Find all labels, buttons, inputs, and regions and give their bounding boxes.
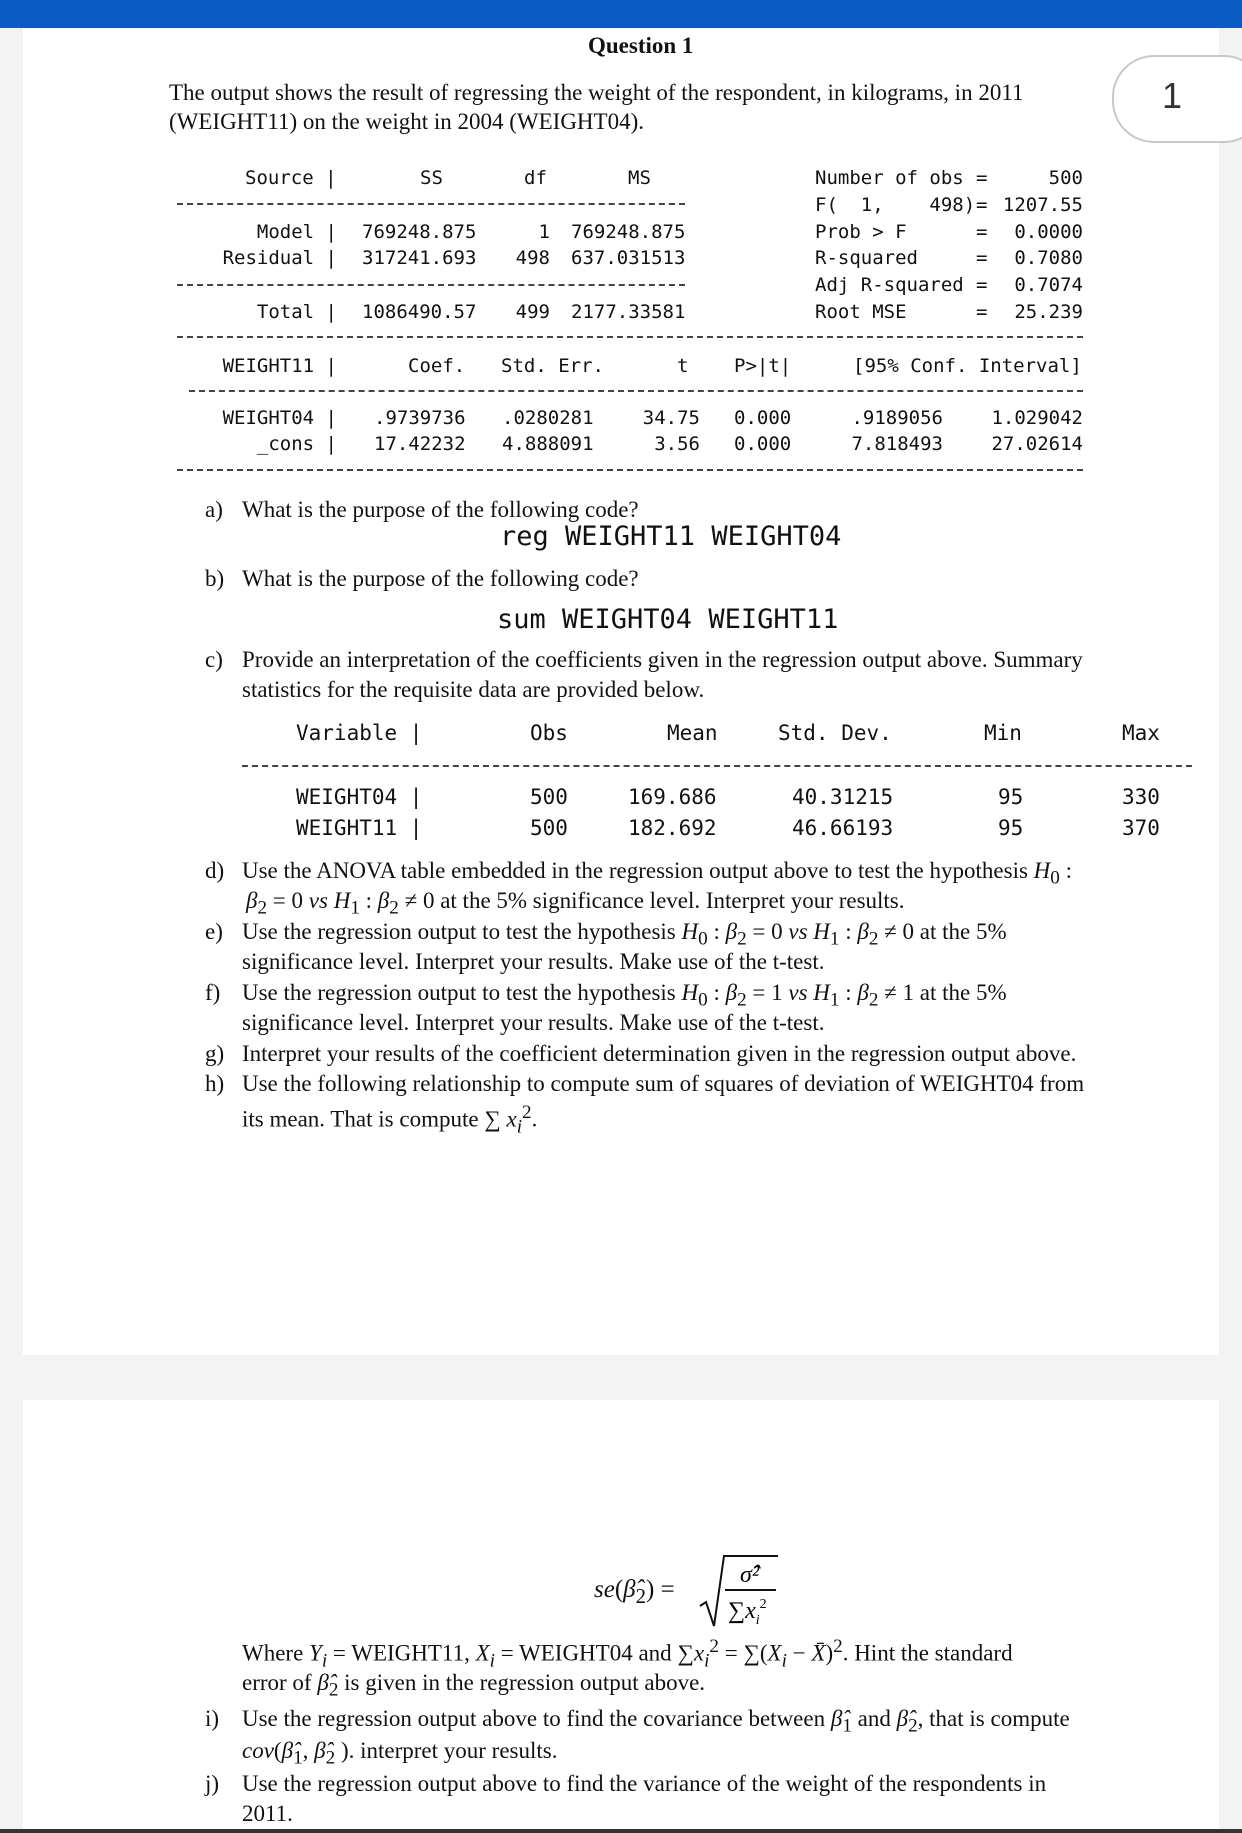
summary-header-obs: Obs bbox=[530, 721, 568, 745]
question-h-line-1: Use the following relationship to compute sum of squares of deviation of WEIGHT04 from bbox=[242, 1071, 1085, 1096]
anova-source: Residual | bbox=[222, 247, 337, 269]
page-title: Question 1 bbox=[588, 33, 694, 58]
anova-ms: 637.031513 bbox=[571, 247, 686, 269]
coef-header-ci: [95% Conf. Interval] bbox=[853, 355, 1082, 377]
anova-header-ss: SS bbox=[420, 167, 443, 189]
summary-obs: 500 bbox=[530, 816, 568, 840]
summary-obs: 500 bbox=[530, 785, 568, 809]
fit-stat-label: Adj R-squared bbox=[815, 274, 964, 296]
anova-df: 499 bbox=[515, 301, 550, 323]
question-label: a) bbox=[205, 497, 223, 522]
fit-stat-eq: = bbox=[976, 301, 988, 323]
summary-min: 95 bbox=[998, 816, 1024, 840]
intro-line-1: The output shows the result of regressing the weight of the respondent, in kilograms, in 2011 bbox=[169, 80, 1024, 105]
page-number: 1 bbox=[1162, 75, 1183, 116]
anova-source: Total | bbox=[256, 301, 337, 323]
top-bar bbox=[0, 0, 1242, 28]
question-b-code: sum WEIGHT04 WEIGHT11 bbox=[497, 604, 839, 635]
fit-stat-value: 500 bbox=[1048, 167, 1083, 189]
coef-p: 0.000 bbox=[734, 407, 792, 429]
anova-divider bbox=[177, 203, 685, 205]
anova-ms: 2177.33581 bbox=[571, 301, 686, 323]
anova-df: 498 bbox=[515, 247, 550, 269]
bottom-bar bbox=[0, 1829, 1242, 1833]
summary-var: WEIGHT04 | bbox=[296, 785, 423, 809]
fit-stat-eq: = bbox=[976, 167, 988, 189]
question-j-line-2: 2011. bbox=[242, 1801, 293, 1826]
fit-stat-eq: = bbox=[976, 221, 988, 243]
intro-line-2: (WEIGHT11) on the weight in 2004 (WEIGHT04). bbox=[169, 109, 644, 134]
summary-header-sd: Std. Dev. bbox=[778, 721, 892, 745]
summary-header-mean: Mean bbox=[667, 721, 718, 745]
coef-value: .9739736 bbox=[374, 407, 466, 429]
anova-header-df: df bbox=[524, 167, 547, 189]
summary-min: 95 bbox=[998, 785, 1024, 809]
question-c-line-2: statistics for the requisite data are provided below. bbox=[242, 677, 705, 702]
question-f-line-1: Use the regression output to test the hypothesis $H_0$ : $\beta_2 = 1$ vs $H_1$ : $\beta_2 \ne 1$ at the 5% bbox=[242, 980, 1007, 1011]
question-a-text: What is the purpose of the following code? bbox=[242, 497, 639, 522]
coef-header-t: t bbox=[677, 355, 689, 377]
question-label: j) bbox=[205, 1771, 220, 1796]
fit-stat-value: 25.239 bbox=[1014, 301, 1083, 323]
summary-var: WEIGHT11 | bbox=[296, 816, 423, 840]
anova-ms: 769248.875 bbox=[571, 221, 686, 243]
svg-text:σ̂²: σ̂² bbox=[740, 1562, 760, 1588]
fit-stat-value: 0.7074 bbox=[1014, 274, 1083, 296]
question-j-line-1: Use the regression output above to find the variance of the weight of the respondents in bbox=[242, 1771, 1047, 1796]
question-i-line-2: $cov(\betâ_1$, $\betâ_2$ ). interpret your results. bbox=[242, 1738, 558, 1769]
question-h-line-2: its mean. That is compute ∑ $x_i^2$. bbox=[242, 1102, 538, 1138]
anova-source: Model | bbox=[256, 221, 337, 243]
fit-stat-eq: = bbox=[976, 247, 988, 269]
question-d-line-2: $\beta_2 = 0$ vs $H_1$ : $\beta_2 \ne 0$ at the 5% significance level. Interpret your results. bbox=[246, 888, 905, 919]
question-label: d) bbox=[205, 858, 225, 883]
coef-t: 34.75 bbox=[642, 407, 700, 429]
question-b-text: What is the purpose of the following code? bbox=[242, 566, 639, 591]
anova-df: 1 bbox=[538, 221, 550, 243]
where-line-2: error of $\betâ_2$ is given in the regression output above. bbox=[242, 1670, 706, 1701]
table-divider bbox=[189, 390, 1083, 392]
coef-se: 4.888091 bbox=[502, 433, 594, 455]
document-page-2 bbox=[23, 1400, 1219, 1833]
summary-sd: 40.31215 bbox=[792, 785, 894, 809]
coef-p: 0.000 bbox=[734, 433, 792, 455]
question-g-text: Interpret your results of the coefficient determination given in the regression output above. bbox=[242, 1041, 1077, 1066]
fit-stat-label: R-squared bbox=[815, 247, 918, 269]
coef-ci-high: 1.029042 bbox=[991, 407, 1083, 429]
summary-header-min: Min bbox=[984, 721, 1022, 745]
fit-stat-value: 1207.55 bbox=[1002, 194, 1083, 216]
coef-value: 17.42232 bbox=[374, 433, 466, 455]
fit-stat-label: Prob > F bbox=[815, 221, 907, 243]
coef-t: 3.56 bbox=[654, 433, 700, 455]
question-label: e) bbox=[205, 919, 223, 944]
coef-header-p: P>|t| bbox=[734, 355, 792, 377]
question-label: c) bbox=[205, 647, 223, 672]
fit-stat-label: F( 1, 498) bbox=[815, 194, 976, 216]
question-f-line-2: significance level. Interpret your results. Make use of the t-test. bbox=[242, 1010, 825, 1035]
coef-header-coef: Coef. bbox=[408, 355, 466, 377]
svg-text:∑xi2: $\sum x_i^2$ bbox=[728, 1597, 767, 1628]
coef-ci-low: .9189056 bbox=[851, 407, 943, 429]
question-label: i) bbox=[205, 1706, 220, 1731]
question-label: h) bbox=[205, 1071, 225, 1096]
table-divider bbox=[177, 336, 1083, 338]
anova-ss: 317241.693 bbox=[362, 247, 477, 269]
summary-header-variable: Variable | bbox=[296, 721, 423, 745]
summary-max: 330 bbox=[1122, 785, 1160, 809]
se-formula-radical bbox=[698, 1552, 778, 1632]
question-c-line-1: Provide an interpretation of the coefficients given in the regression output above. Summary bbox=[242, 647, 1083, 672]
coef-ci-low: 7.818493 bbox=[851, 433, 943, 455]
anova-divider bbox=[177, 284, 685, 286]
question-i-line-1: Use the regression output above to find the covariance between $\betâ_1$ and $\betâ_2$, that is compute bbox=[242, 1706, 1070, 1737]
coef-ci-high: 27.02614 bbox=[991, 433, 1083, 455]
summary-sd: 46.66193 bbox=[792, 816, 894, 840]
fit-stat-eq: = bbox=[976, 194, 988, 216]
coef-var: _cons | bbox=[256, 433, 337, 455]
question-d-line-1: Use the ANOVA table embedded in the regression output above to test the hypothesis $H_0$ : bbox=[242, 858, 1073, 889]
question-e-line-1: Use the regression output to test the hypothesis $H_0$ : $\beta_2 = 0$ vs $H_1$ : $\beta_2 \ne 0$ at the 5% bbox=[242, 919, 1007, 950]
summary-mean: 169.686 bbox=[628, 785, 717, 809]
anova-ss: 1086490.57 bbox=[362, 301, 477, 323]
anova-ss: 769248.875 bbox=[362, 221, 477, 243]
coef-header-dep: WEIGHT11 | bbox=[222, 355, 337, 377]
where-line-1: Where $Y_i$ = WEIGHT11, $X_i$ = WEIGHT04 and $\sum x_i^2 = \sum(X_i$ − X̄)$^2$. Hint the standard bbox=[242, 1636, 1013, 1672]
question-label: b) bbox=[205, 566, 225, 591]
question-label: f) bbox=[205, 980, 221, 1005]
coef-header-se: Std. Err. bbox=[501, 355, 604, 377]
fit-stat-value: 0.7080 bbox=[1014, 247, 1083, 269]
anova-header-ms: MS bbox=[628, 167, 651, 189]
fit-stat-eq: = bbox=[976, 274, 988, 296]
fit-stat-label: Number of obs bbox=[815, 167, 964, 189]
summary-header-max: Max bbox=[1122, 721, 1160, 745]
table-divider bbox=[177, 469, 1083, 471]
coef-se: .0280281 bbox=[502, 407, 594, 429]
question-label: g) bbox=[205, 1041, 225, 1066]
coef-var: WEIGHT04 | bbox=[222, 407, 337, 429]
page-number-badge bbox=[1112, 55, 1242, 143]
se-formula-lhs: $se(\betâ_2)$ = bbox=[594, 1576, 675, 1608]
fit-stat-label: Root MSE bbox=[815, 301, 907, 323]
summary-divider bbox=[242, 765, 1192, 767]
question-e-line-2: significance level. Interpret your results. Make use of the t-test. bbox=[242, 949, 825, 974]
anova-header-source: Source | bbox=[245, 167, 337, 189]
fit-stat-value: 0.0000 bbox=[1014, 221, 1083, 243]
question-a-code: reg WEIGHT11 WEIGHT04 bbox=[500, 521, 842, 552]
summary-mean: 182.692 bbox=[628, 816, 717, 840]
summary-max: 370 bbox=[1122, 816, 1160, 840]
